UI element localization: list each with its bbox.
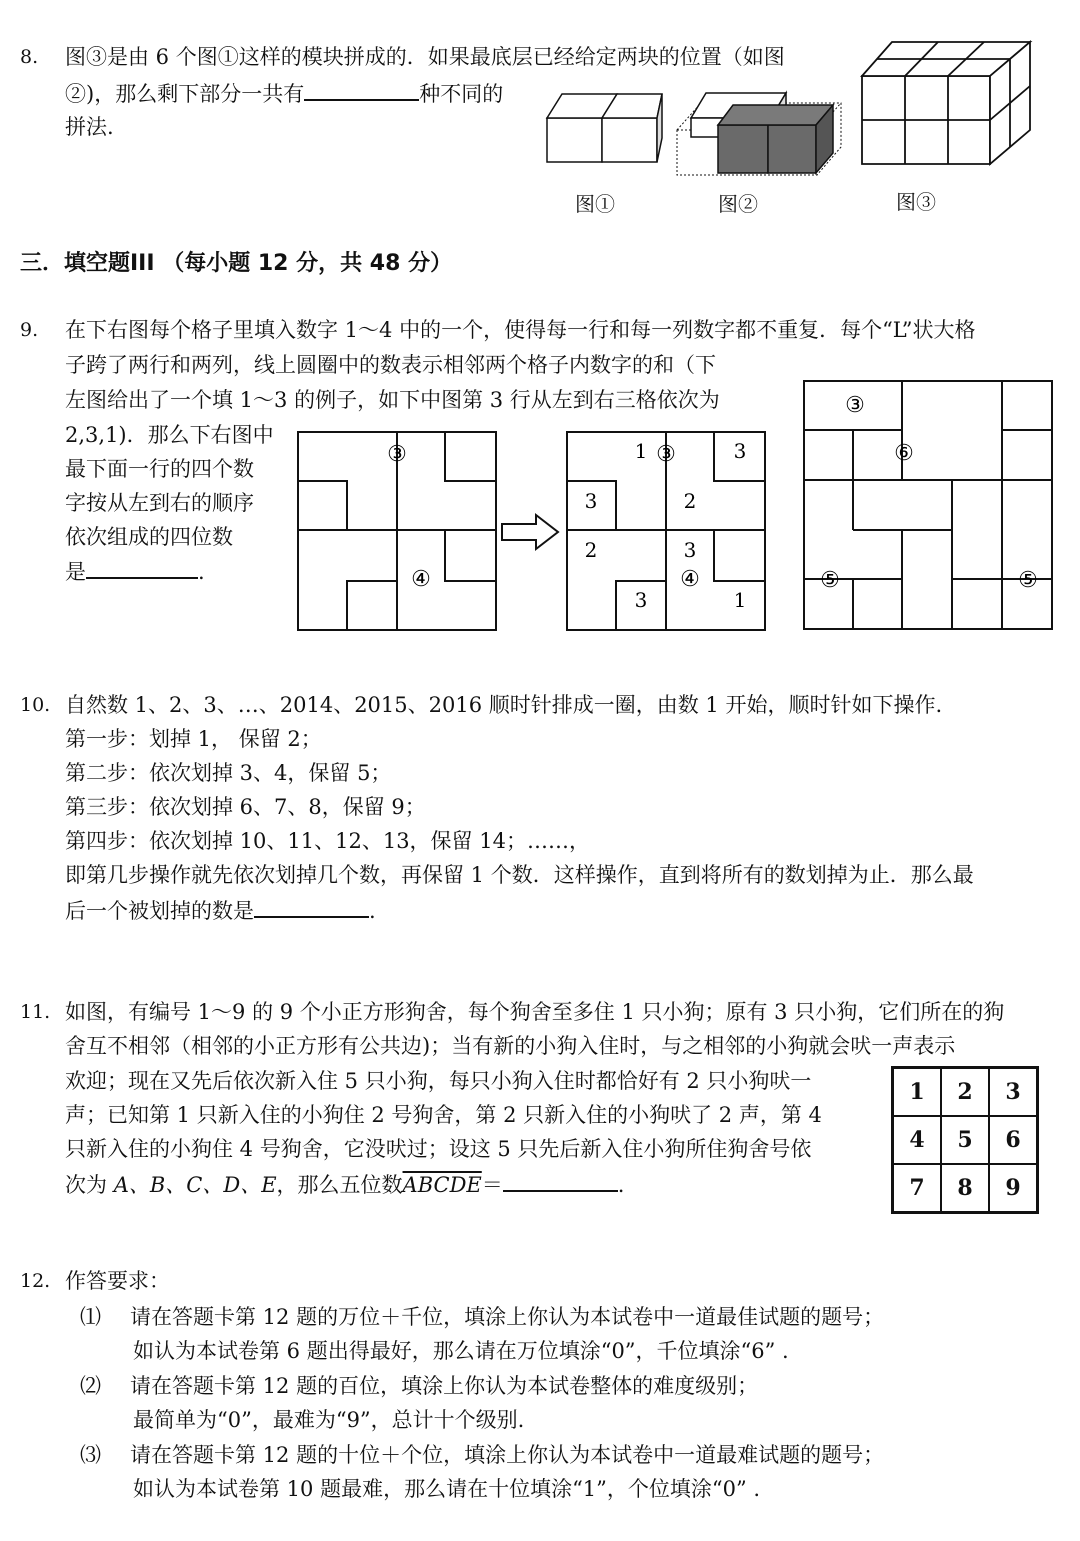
figure-3-assembled-box [860, 38, 1035, 168]
sum-circle: ⑤ [820, 568, 840, 593]
figure-1-caption: 图① [575, 192, 615, 216]
item-1-line-2: 如认为本试卷第 6 题出得最好，那么请在万位填涂“0”，千位填涂“6” . [133, 1339, 789, 1363]
question-9-line-1: 在下右图每个格子里填入数字 1～4 中的一个，使得每一行和每一列数字都不重复．每个“L”状大格 [65, 318, 976, 342]
kennel-cell: 5 [941, 1116, 989, 1164]
kennel-cell: 2 [941, 1068, 989, 1116]
arrow-icon [500, 513, 560, 551]
kennel-cell: 9 [989, 1164, 1037, 1212]
item-3-line-1: 请在答题卡第 12 题的十位＋个位，填涂上你认为本试卷中一道最难试题的题号； [130, 1443, 885, 1467]
figure-2-caption: 图② [718, 192, 758, 216]
question-12-title: 作答要求： [65, 1269, 170, 1293]
item-2-line-2: 最简单为“0”，最难为“9”，总计十个级别. [133, 1408, 525, 1432]
question-9-line-2: 子跨了两行和两列，线上圆圈中的数表示相邻两个格子内数字的和（下 [65, 353, 716, 377]
kennel-grid [891, 1066, 1039, 1214]
cell-number: 2 [683, 489, 697, 513]
example-grid-filled [566, 431, 766, 631]
cell-number: 3 [733, 439, 747, 463]
sum-circle: ⑤ [1018, 568, 1038, 593]
question-8-text: ②)，那么剩下部分一共有 [65, 82, 305, 106]
cell-number: 3 [634, 588, 648, 612]
kennel-cell: 4 [893, 1116, 941, 1164]
question-10-line-4: 第三步：依次划掉 6、7、8，保留 9； [65, 795, 426, 819]
question-9-text: . [198, 560, 205, 584]
question-10-text: . [369, 899, 376, 923]
item-mark: ⑴ [80, 1305, 101, 1329]
question-9-line-5: 最下面一行的四个数 [65, 457, 254, 481]
question-11-line-1: 如图，有编号 1～9 的 9 个小正方形狗舍，每个狗舍至多住 1 只小狗；原有 3 只小狗，它们所在的狗 [65, 1000, 1005, 1024]
answer-blank[interactable] [503, 1166, 618, 1192]
kennel-cell: 1 [893, 1068, 941, 1116]
sum-circle: ③ [845, 393, 865, 418]
answer-blank[interactable] [86, 553, 198, 579]
sum-circle: ④ [680, 567, 700, 592]
cell-number: 3 [683, 538, 697, 562]
question-8-text: 种不同的 [419, 82, 504, 106]
question-9-text: 是 [65, 560, 86, 584]
question-11-text: 次为 [65, 1173, 114, 1197]
puzzle-grid-4x4 [803, 380, 1053, 630]
question-11-number: 11. [20, 1001, 51, 1023]
question-11-variables: A、B、C、D、E [113, 1173, 277, 1197]
question-9-line-7: 依次组成的四位数 [65, 525, 233, 549]
question-8-number: 8. [20, 46, 39, 68]
cell-number: 1 [733, 588, 747, 612]
figure-3-caption: 图③ [896, 190, 936, 214]
question-11-text: . [617, 1173, 625, 1197]
question-11-line-5: 只新入住的小狗住 4 号狗舍，它没吠过；设这 5 只先后新入住小狗所住狗舍号依 [65, 1137, 812, 1161]
question-11-line-4: 声；已知第 1 只新入住的小狗住 2 号狗舍，第 2 只新入住的小狗吠了 2 声，第 4 [65, 1103, 822, 1127]
question-9-line-3: 左图给出了一个填 1～3 的例子，如下中图第 3 行从左到右三格依次为 [65, 388, 720, 412]
item-1-line-1: 请在答题卡第 12 题的万位＋千位，填涂上你认为本试卷中一道最佳试题的题号； [130, 1305, 885, 1329]
kennel-cell: 7 [893, 1164, 941, 1212]
question-10-line-6: 即第几步操作就先依次划掉几个数，再保留 1 个数．这样操作，直到将所有的数划掉为止．那么最 [65, 863, 974, 887]
five-digit-number: ABCDE [402, 1173, 482, 1197]
question-9-line-4: 2,3,1)．那么下右图中 [65, 423, 274, 447]
question-11-text: ＝ [481, 1173, 503, 1197]
question-9-line-8 [65, 553, 205, 589]
example-grid-empty-circles [297, 431, 497, 631]
question-8-line-3: 拼法. [65, 115, 114, 139]
cell-number: 2 [584, 538, 598, 562]
section-3-title: 三．填空题III （每小题 12 分，共 48 分） [20, 251, 453, 276]
question-11-line-6 [65, 1166, 624, 1202]
kennel-cell: 6 [989, 1116, 1037, 1164]
answer-blank[interactable] [254, 892, 369, 918]
item-3-line-2: 如认为本试卷第 10 题最难，那么请在十位填涂“1”，个位填涂“0” . [133, 1477, 761, 1501]
sum-circle: ⑥ [894, 441, 914, 466]
question-10-text: 后一个被划掉的数是 [65, 899, 254, 923]
question-10-line-7 [65, 892, 376, 928]
figure-2-bottom-layer [673, 85, 848, 180]
sum-circle: ④ [411, 567, 431, 592]
question-8-line-2 [65, 75, 503, 111]
kennel-cell: 8 [941, 1164, 989, 1212]
figure-1-module [545, 88, 665, 168]
question-11-line-2: 舍互不相邻（相邻的小正方形有公共边)；当有新的小狗入住时，与之相邻的小狗就会吠一声表示 [65, 1034, 956, 1058]
question-12-number: 12. [20, 1270, 51, 1292]
cell-number: 1 [634, 439, 648, 463]
question-10-number: 10. [20, 694, 51, 716]
question-10-line-2: 第一步：划掉 1， 保留 2； [65, 727, 322, 751]
question-8-line-1: 图③是由 6 个图①这样的模块拼成的．如果最底层已经给定两块的位置（如图 [65, 45, 785, 69]
cell-number: 3 [584, 489, 598, 513]
item-mark: ⑶ [80, 1443, 101, 1467]
sum-circle: ③ [656, 442, 676, 467]
question-10-line-1: 自然数 1、2、3、…、2014、2015、2016 顺时针排成一圈，由数 1 开始，顺时针如下操作. [65, 693, 943, 717]
question-10-line-3: 第二步：依次划掉 3、4，保留 5； [65, 761, 392, 785]
kennel-cell: 3 [989, 1068, 1037, 1116]
sum-circle: ③ [387, 442, 407, 467]
item-2-line-1: 请在答题卡第 12 题的百位，填涂上你认为本试卷整体的难度级别； [130, 1374, 759, 1398]
question-10-line-5: 第四步：依次划掉 10、11、12、13，保留 14；……， [65, 829, 590, 853]
question-11-text: ，那么五位数 [276, 1173, 403, 1197]
question-9-number: 9. [20, 319, 39, 341]
question-9-line-6: 字按从左到右的顺序 [65, 491, 254, 515]
question-11-line-3: 欢迎；现在又先后依次新入住 5 只小狗，每只小狗入住时都恰好有 2 只小狗吠一 [65, 1069, 812, 1093]
answer-blank[interactable] [304, 75, 419, 101]
item-mark: ⑵ [80, 1374, 101, 1398]
